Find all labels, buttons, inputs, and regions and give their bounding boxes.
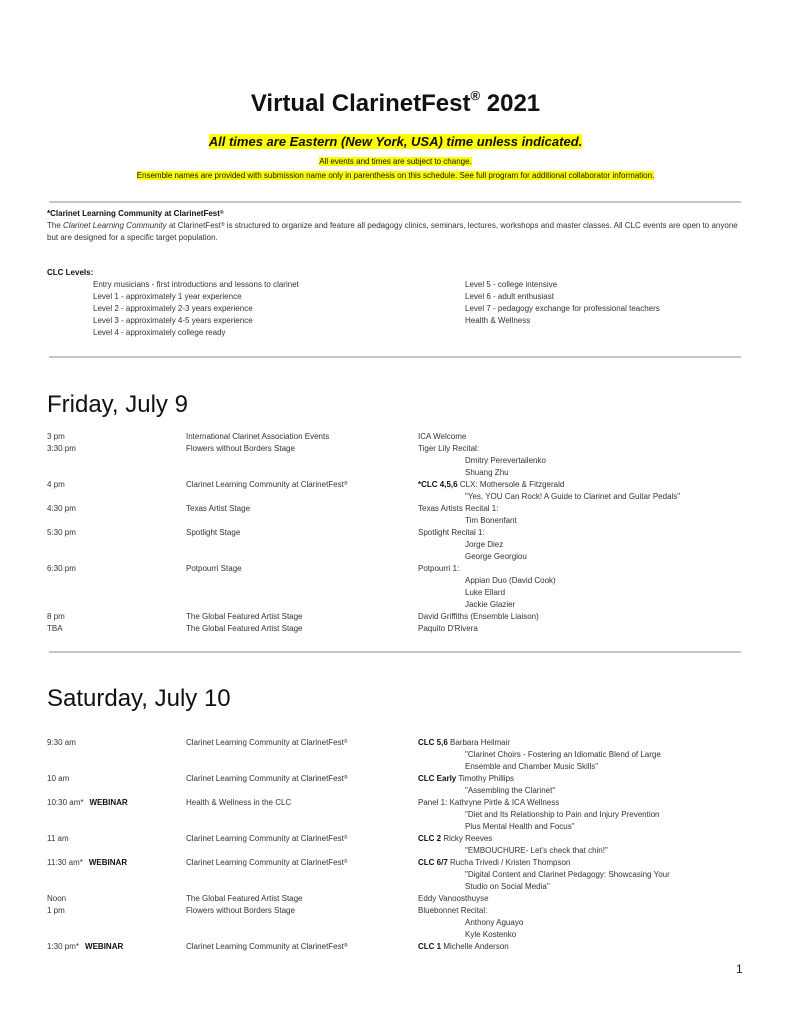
event-title xyxy=(418,623,748,635)
event-name: Timothy Phillips xyxy=(458,774,515,783)
stage-text: Flowers without Borders Stage xyxy=(186,444,295,453)
event-name: Ricky Reeves xyxy=(443,834,493,843)
time-text: 10:30 am* xyxy=(47,798,84,807)
time-text: 4:30 pm xyxy=(47,504,76,513)
event-details xyxy=(418,503,748,527)
divider xyxy=(49,651,741,653)
stage-text: Clarinet Learning Community at ClarinetFest xyxy=(186,858,344,867)
page-number: 1 xyxy=(736,962,743,976)
event-detail-line: Kyle Kostenko xyxy=(465,930,517,939)
change-notice-text: All events and times are subject to change. xyxy=(319,157,472,166)
event-detail-line: Tim Bonenfant xyxy=(465,516,517,525)
event-stage xyxy=(186,797,291,809)
event-time xyxy=(47,443,76,455)
event-details xyxy=(418,431,748,443)
desc-mid: at ClarinetFest xyxy=(166,221,221,230)
time-text: 11:30 am* xyxy=(47,858,83,867)
event-detail-line: Dmitry Perevertailenko xyxy=(465,456,546,465)
webinar-tag: WEBINAR xyxy=(89,798,128,807)
clc-info xyxy=(47,208,747,244)
event-details xyxy=(418,941,748,953)
event-detail-line: Plus Mental Health and Focus" xyxy=(465,822,575,831)
event-name: Barbara Heilmair xyxy=(450,738,511,747)
time-text: 11 am xyxy=(47,834,69,843)
stage-text: Clarinet Learning Community at ClarinetFest xyxy=(186,942,344,951)
time-text: 5:30 pm xyxy=(47,528,76,537)
day-heading-saturday: Saturday, July 10 xyxy=(47,685,231,712)
webinar-tag: WEBINAR xyxy=(88,858,128,867)
event-name: Paquito D'Rivera xyxy=(418,624,478,633)
event-time xyxy=(47,563,76,575)
stage-text: International Clarinet Association Events xyxy=(186,432,330,441)
desc-pre: The xyxy=(47,221,64,230)
event-title xyxy=(418,797,748,809)
event-time xyxy=(47,737,76,749)
event-detail-line: Ensemble and Chamber Music Skills" xyxy=(465,762,599,771)
event-detail-line: Luke Ellard xyxy=(465,588,506,597)
clc-level-label: CLC 5,6 xyxy=(418,738,448,747)
event-detail-line: Shuang Zhu xyxy=(465,468,509,477)
registered-mark: ® xyxy=(220,222,225,228)
event-stage xyxy=(186,833,348,845)
event-details xyxy=(418,563,748,611)
event-title xyxy=(418,737,748,749)
clc-level: Level 1 - approximately 1 year experience xyxy=(93,292,242,301)
timezone-notice xyxy=(0,134,791,149)
registered-mark: ® xyxy=(343,943,348,949)
event-stage xyxy=(186,905,295,917)
divider xyxy=(49,201,741,203)
event-stage xyxy=(186,527,240,539)
event-details xyxy=(418,623,748,635)
event-stage xyxy=(186,443,295,455)
registered-mark: ® xyxy=(470,88,481,103)
event-stage xyxy=(186,611,303,623)
event-time xyxy=(47,833,69,845)
time-text: 8 pm xyxy=(47,612,65,621)
event-details xyxy=(418,905,748,941)
event-details xyxy=(418,857,748,893)
clc-heading-text: *Clarinet Learning Community at ClarinetFest xyxy=(47,209,220,218)
time-text: 3:30 pm xyxy=(47,444,76,453)
event-time xyxy=(47,503,76,515)
clc-level: Level 3 - approximately 4-5 years experience xyxy=(93,316,253,325)
divider xyxy=(49,356,741,358)
event-name: Eddy Vanoosthuyse xyxy=(418,894,489,903)
event-time xyxy=(47,893,66,905)
event-name: Tiger Lily Recital: xyxy=(418,444,480,453)
event-time xyxy=(47,431,65,443)
event-time xyxy=(47,479,65,491)
event-stage xyxy=(186,479,348,491)
clc-level-label: CLC 2 xyxy=(418,834,442,843)
event-time xyxy=(47,611,65,623)
clc-level-label: CLC 6/7 xyxy=(418,858,448,867)
event-time xyxy=(47,905,65,917)
stage-text: Texas Artist Stage xyxy=(186,504,251,513)
registered-mark: ® xyxy=(343,835,348,841)
event-name: Spotlight Recital 1: xyxy=(418,528,485,537)
desc-italic: Clarinet Learning Community xyxy=(63,221,167,230)
event-detail-line: Studio on Social Media" xyxy=(465,882,550,891)
time-text: 10 am xyxy=(47,774,70,783)
clc-level-label: CLC Early xyxy=(418,774,457,783)
event-detail-line: "EMBOUCHURE- Let's check that chin!" xyxy=(465,846,608,855)
time-text: Noon xyxy=(47,894,67,903)
event-time xyxy=(47,773,69,785)
event-time xyxy=(47,797,128,809)
event-title xyxy=(418,527,748,539)
event-detail-line: George Georgiou xyxy=(465,552,527,561)
time-text: TBA xyxy=(47,624,63,633)
event-title xyxy=(418,773,748,785)
event-title xyxy=(418,905,748,917)
stage-text: Potpourri Stage xyxy=(186,564,242,573)
event-title xyxy=(418,941,748,953)
event-name: Texas Artists Recital 1: xyxy=(418,504,499,513)
title-text: Virtual ClarinetFest xyxy=(250,90,471,117)
clc-description xyxy=(47,220,747,244)
clc-level: Level 6 - adult enthusiast xyxy=(465,292,554,301)
webinar-tag: WEBINAR xyxy=(85,942,124,951)
event-title xyxy=(418,893,748,905)
event-details xyxy=(418,443,748,479)
clc-level: Level 2 - approximately 2-3 years experience xyxy=(93,304,253,313)
event-name: Potpourri 1: xyxy=(418,564,460,573)
event-stage xyxy=(186,431,329,443)
registered-mark: ® xyxy=(343,739,348,745)
event-title xyxy=(418,611,748,623)
event-title xyxy=(418,857,748,869)
event-title xyxy=(418,833,748,845)
event-time xyxy=(47,857,127,869)
document-title xyxy=(0,90,791,118)
clc-levels-right xyxy=(465,279,660,327)
clc-level: Entry musicians - first introductions and lessons to clarinet xyxy=(93,280,299,289)
event-stage xyxy=(186,563,242,575)
stage-text: The Global Featured Artist Stage xyxy=(186,612,303,621)
event-details xyxy=(418,773,748,797)
clc-level-label: *CLC 4,5,6 xyxy=(418,480,458,489)
clc-heading xyxy=(47,208,747,220)
event-stage xyxy=(186,503,250,515)
event-detail-line: Appian Duo (David Cook) xyxy=(465,576,556,585)
stage-text: Clarinet Learning Community at ClarinetFest xyxy=(186,774,344,783)
event-stage xyxy=(186,941,348,953)
event-detail-line: "Assembling the Clarinet" xyxy=(465,786,556,795)
event-name: Rucha Trivedi / Kristen Thompson xyxy=(450,858,571,867)
stage-text: Clarinet Learning Community at ClarinetFest xyxy=(186,738,344,747)
change-notice xyxy=(0,157,791,166)
event-title xyxy=(418,479,748,491)
clc-level: Level 5 - college intensive xyxy=(465,280,558,289)
stage-text: The Global Featured Artist Stage xyxy=(186,894,303,903)
registered-mark: ® xyxy=(219,210,224,216)
event-detail-line: "Clarinet Choirs - Fostering an Idiomatic Blend of Large xyxy=(465,750,661,759)
event-name: Michelle Anderson xyxy=(443,942,509,951)
time-text: 1 pm xyxy=(47,906,65,915)
event-stage xyxy=(186,893,303,905)
clc-levels-left xyxy=(93,279,299,339)
clc-level: Health & Wellness xyxy=(465,316,531,325)
timezone-notice-text: All times are Eastern (New York, USA) time unless indicated. xyxy=(208,134,583,149)
stage-text: Clarinet Learning Community at ClarinetFest xyxy=(186,480,344,489)
ensemble-notice xyxy=(0,171,791,180)
event-details xyxy=(418,527,748,563)
event-stage xyxy=(186,773,348,785)
event-detail-line: Anthony Aguayo xyxy=(465,918,524,927)
desc-post: is structured to organize and feature all pedagogy clinics, seminars, lectures, workshops and master classes. All CLC events are open to anyone but are designed for a specific target population. xyxy=(47,221,738,242)
event-name: Bluebonnet Recital: xyxy=(418,906,488,915)
event-details xyxy=(418,833,748,857)
event-title xyxy=(418,431,748,443)
stage-text: Clarinet Learning Community at ClarinetFest xyxy=(186,834,344,843)
event-time xyxy=(47,527,76,539)
event-detail-line: "Diet and Its Relationship to Pain and Injury Prevention xyxy=(465,810,660,819)
stage-text: The Global Featured Artist Stage xyxy=(186,624,303,633)
clc-level: Level 7 - pedagogy exchange for professional teachers xyxy=(465,304,660,313)
event-details xyxy=(418,611,748,623)
event-time xyxy=(47,623,63,635)
event-title xyxy=(418,563,748,575)
event-detail-line: Jorge Diez xyxy=(465,540,504,549)
event-stage xyxy=(186,857,348,869)
time-text: 9:30 am xyxy=(47,738,76,747)
event-details xyxy=(418,737,748,773)
event-title xyxy=(418,503,748,515)
time-text: 6:30 pm xyxy=(47,564,76,573)
event-name: David Griffiths (Ensemble Liaison) xyxy=(418,612,539,621)
event-name: ICA Welcome xyxy=(418,432,467,441)
registered-mark: ® xyxy=(343,859,348,865)
stage-text: Spotlight Stage xyxy=(186,528,241,537)
event-detail-line: Jackie Glazier xyxy=(465,600,516,609)
registered-mark: ® xyxy=(343,775,348,781)
event-stage xyxy=(186,737,348,749)
clc-level-label: CLC 1 xyxy=(418,942,442,951)
clc-level: Level 4 - approximately college ready xyxy=(93,328,226,337)
title-year: 2021 xyxy=(486,90,541,117)
day-heading-friday: Friday, July 9 xyxy=(47,391,188,418)
event-title xyxy=(418,443,748,455)
ensemble-notice-text: Ensemble names are provided with submission name only in parenthesis on this schedule. See full program for additional collaborator information. xyxy=(136,171,655,180)
time-text: 4 pm xyxy=(47,480,65,489)
event-stage xyxy=(186,623,303,635)
event-name: Panel 1: Kathryne Pirtle & ICA Wellness xyxy=(418,798,560,807)
event-time xyxy=(47,941,123,953)
event-name: CLX: Mothersole & Fitzgerald xyxy=(459,480,565,489)
event-details xyxy=(418,479,748,503)
time-text: 3 pm xyxy=(47,432,65,441)
time-text: 1:30 pm* xyxy=(47,942,80,951)
event-details xyxy=(418,893,748,905)
event-detail-line: "Yes, YOU Can Rock! A Guide to Clarinet and Guitar Pedals" xyxy=(465,492,681,501)
event-detail-line: "Digital Content and Clarinet Pedagogy: Showcasing Your xyxy=(465,870,670,879)
registered-mark: ® xyxy=(343,481,348,487)
stage-text: Flowers without Borders Stage xyxy=(186,906,295,915)
stage-text: Health & Wellness in the CLC xyxy=(186,798,292,807)
event-details xyxy=(418,797,748,833)
clc-levels-label: CLC Levels: xyxy=(47,268,94,277)
